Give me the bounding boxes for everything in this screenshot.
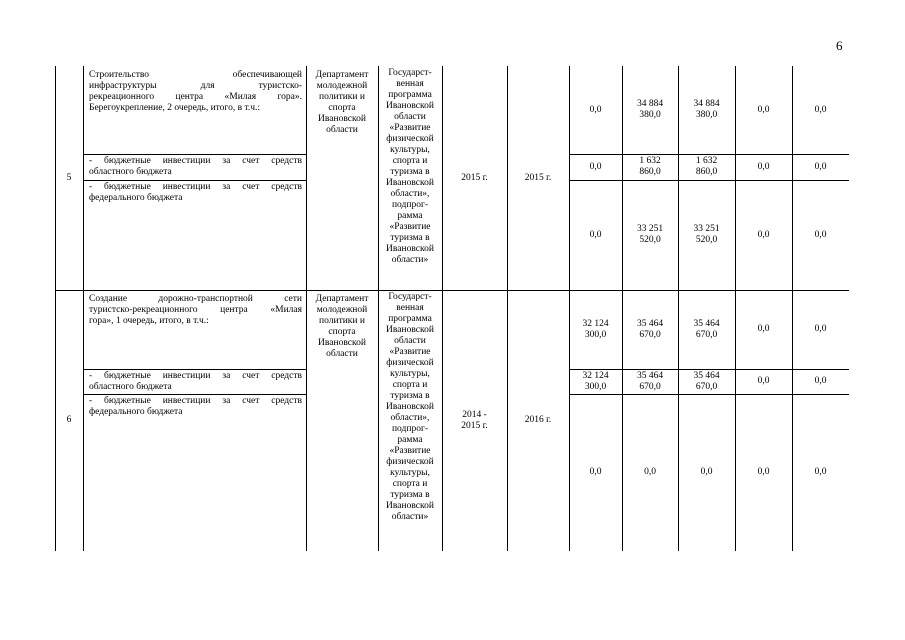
financing-value: 0,0	[814, 376, 827, 386]
construction-period: 2015 г.	[461, 420, 488, 431]
customer-name: Ивановской	[318, 338, 366, 348]
financing-value: 0,0	[700, 467, 713, 477]
row-number: 5	[66, 172, 72, 183]
customer-name: спорта	[328, 103, 356, 113]
subrow-divider	[83, 369, 306, 370]
customer-name: спорта	[328, 327, 356, 337]
financing-value: 0,0	[757, 324, 770, 334]
financing-value: 1 632 860,0	[695, 156, 718, 177]
financing-value: 32 124 300,0	[582, 370, 609, 392]
customer-name: области	[326, 125, 358, 135]
grid-col-line	[442, 66, 443, 551]
customer-name: Департамент	[315, 294, 369, 304]
program-name: Государст-	[388, 68, 432, 78]
financing-value: 1 632 860,0	[639, 156, 661, 177]
grid-col-line	[569, 66, 570, 551]
program-name: области	[394, 336, 426, 346]
program-name: Ивановской	[386, 178, 434, 188]
financing-value: 0,0	[814, 104, 827, 115]
financing-value: 0,0	[814, 229, 827, 240]
financing-value: 32 124 300,0	[582, 318, 609, 340]
program-name: «Развитие	[389, 222, 431, 232]
financing-value: 0,0	[814, 161, 827, 172]
program-name: подпрог-	[391, 200, 429, 210]
object-title: Берегоукрепление, 2 очередь, итого, в т.ч.:	[89, 103, 261, 113]
customer-name: Департамент	[315, 70, 369, 80]
program-name: программа	[388, 90, 432, 100]
federal-budget-label: федерального бюджета	[89, 407, 183, 417]
program-name: области»,	[390, 189, 430, 199]
federal-budget-label: - бюджетные инвестиции за счет средств	[89, 182, 302, 192]
subrow-divider	[569, 394, 849, 395]
customer-name: Ивановской	[318, 114, 366, 124]
financing-value: 0,0	[757, 161, 770, 172]
program-name: Ивановской	[386, 101, 434, 111]
construction-period: 2015 г.	[461, 172, 488, 183]
program-name: Ивановской	[386, 402, 434, 412]
object-title: гора», 1 очередь, итого, в т.ч.:	[89, 316, 209, 326]
program-name: области»,	[390, 413, 430, 423]
regional-budget-label: - бюджетные инвестиции за счет средств	[89, 156, 302, 166]
program-name: «Развитие	[389, 123, 431, 133]
row-number: 6	[66, 415, 72, 425]
financing-value: 0,0	[644, 467, 656, 477]
financing-value: 0,0	[589, 467, 602, 477]
program-name: подпрог-	[391, 424, 429, 434]
program-name: культуры,	[390, 145, 430, 155]
financing-value: 0,0	[757, 104, 770, 115]
program-name: туризма в	[390, 391, 430, 401]
subrow-divider	[83, 394, 306, 395]
regional-budget-label: областного бюджета	[89, 382, 172, 392]
construction-period: 2014 -	[462, 409, 487, 420]
program-name: области»	[391, 512, 429, 522]
row-divider	[569, 290, 849, 291]
financing-value: 0,0	[814, 324, 827, 334]
object-title: Строительство обеспечивающей	[89, 70, 302, 80]
program-name: Ивановской	[386, 244, 434, 254]
financing-value: 0,0	[757, 376, 770, 386]
program-name: физической	[386, 457, 434, 467]
object-title: Создание дорожно-транспортной сети	[89, 294, 302, 304]
grid-col-line	[735, 66, 736, 551]
program-name: рамма	[397, 211, 423, 221]
financing-value: 0,0	[757, 229, 770, 240]
program-name: области	[394, 112, 426, 122]
financing-value: 0,0	[589, 161, 602, 172]
program-name: туризма в	[390, 233, 430, 243]
program-name: венная	[396, 303, 424, 313]
completion-year: 2016 г.	[524, 415, 552, 425]
grid-col-line	[83, 66, 84, 551]
federal-budget-label: федерального бюджета	[89, 193, 183, 203]
financing-value: 0,0	[589, 229, 602, 240]
program-name: Ивановской	[386, 325, 434, 335]
object-title: инфраструктуры для туристско-	[89, 81, 302, 91]
grid-col-line	[622, 66, 623, 551]
grid-col-line	[678, 66, 679, 551]
program-name: области»	[391, 255, 429, 265]
subrow-divider	[83, 154, 306, 155]
customer-name: политики и	[319, 316, 365, 326]
financing-value: 35 464 670,0	[693, 370, 720, 392]
program-name: «Развитие	[389, 347, 431, 357]
customer-name: политики и	[319, 92, 365, 102]
subrow-divider	[569, 154, 849, 155]
program-name: культуры,	[390, 369, 430, 379]
financing-value: 0,0	[589, 104, 602, 115]
object-title: рекреационного центра «Милая гора».	[89, 92, 302, 102]
customer-name: области	[326, 349, 358, 359]
program-name: физической	[386, 358, 434, 368]
customer-name: молодежной	[316, 305, 368, 315]
program-name: венная	[396, 79, 424, 89]
completion-year: 2015 г.	[524, 172, 552, 183]
program-name: спорта и	[392, 479, 428, 489]
program-name: культуры,	[390, 468, 430, 478]
financing-value: 34 884 380,0	[636, 99, 664, 120]
financing-value: 34 884 380,0	[693, 99, 720, 120]
grid-col-line	[55, 66, 56, 551]
federal-budget-label: - бюджетные инвестиции за счет средств	[89, 396, 302, 406]
regional-budget-label: областного бюджета	[89, 167, 172, 177]
program-name: «Развитие	[389, 446, 431, 456]
financing-value: 0,0	[814, 467, 827, 477]
financing-value: 35 464 670,0	[636, 370, 664, 392]
program-name: программа	[388, 314, 432, 324]
page-number: 6	[836, 38, 843, 53]
program-name: туризма в	[390, 490, 430, 500]
program-name: спорта и	[392, 380, 428, 390]
regional-budget-label: - бюджетные инвестиции за счет средств	[89, 371, 302, 381]
grid-col-line	[792, 66, 793, 551]
financing-value: 33 251 520,0	[693, 224, 720, 245]
program-name: спорта и	[392, 156, 428, 166]
subrow-divider	[83, 180, 306, 181]
financing-value: 35 464 670,0	[693, 318, 720, 340]
object-title: туристско-рекреационного центра «Милая	[89, 305, 302, 315]
program-name: туризма в	[390, 167, 430, 177]
program-name: рамма	[397, 435, 423, 445]
financing-value: 0,0	[757, 467, 770, 477]
subrow-divider	[569, 180, 849, 181]
grid-col-line	[507, 66, 508, 551]
program-name: Ивановской	[386, 501, 434, 511]
financing-value: 35 464 670,0	[636, 318, 664, 340]
financing-value: 33 251 520,0	[636, 224, 664, 245]
program-name: физической	[386, 134, 434, 144]
program-name: Государст-	[388, 292, 432, 302]
customer-name: молодежной	[316, 81, 368, 91]
